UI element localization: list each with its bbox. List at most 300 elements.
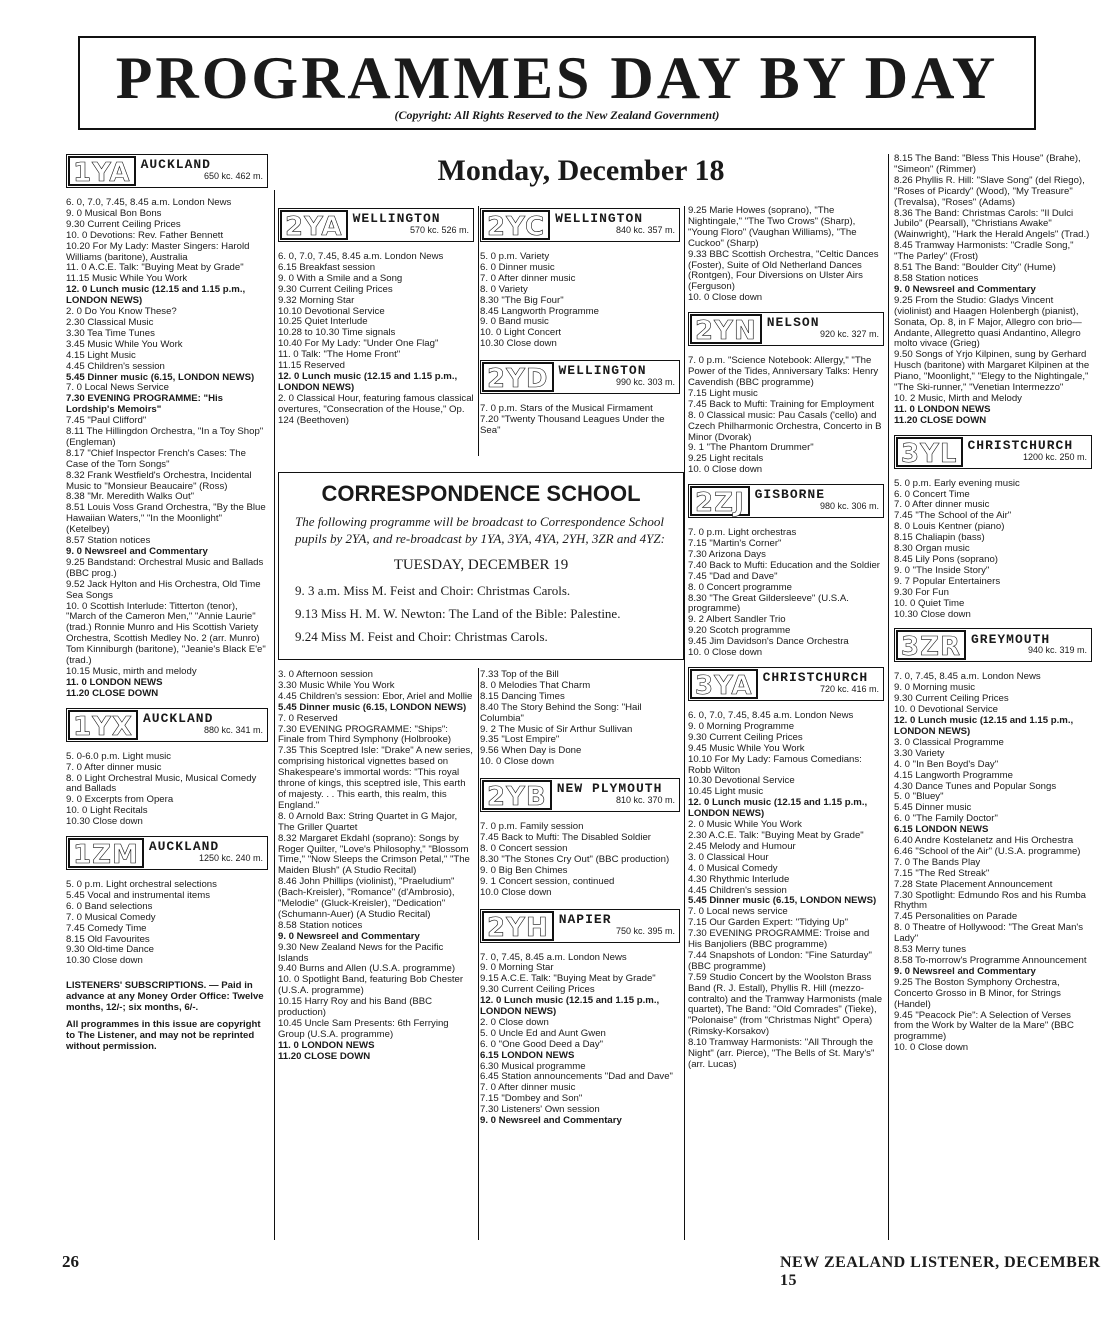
station-freq: 810 kc. 370 m. (615, 795, 675, 806)
programme-entry: 9.30 Current Ceiling Prices (894, 693, 1009, 705)
schedule-2ya (278, 252, 474, 427)
programme-entry: 12. 0 Lunch music (12.15 and 1.15 p.m., LONDON NEWS) (688, 797, 868, 820)
call-sign: 3YL (896, 437, 963, 467)
programme-entry: 7.15 Our Garden Expert: "Tidying Up" (688, 917, 849, 929)
programme-entry: 7.30 EVENING PROGRAMME: "His Lordship's Memoirs" (66, 393, 224, 416)
station-badge-2ya (278, 208, 474, 242)
programme-entry: 9. 0 Newsreel and Commentary (66, 546, 208, 557)
programme-entry: 6.30 Musical programme (480, 1060, 586, 1072)
programme-entry: 8.58 To-morrow's Programme Announcement (894, 955, 1087, 966)
programme-entry: 2. 0 Music While You Work (688, 819, 802, 831)
programme-entry: 10. 0 Close down (688, 464, 763, 476)
programme-entry: 9.32 Morning Star (278, 294, 355, 306)
station-city: AUCKLAND (140, 157, 211, 173)
programme-entry: 11. 0 Talk: "The Home Front" (278, 349, 401, 361)
station-badge-2yh (480, 909, 680, 943)
programme-entry: 10.10 Devotional Service (278, 305, 385, 317)
column-2 (278, 208, 474, 427)
programme-entry: 5. 0 "Bluey" (894, 791, 944, 803)
station-freq: 990 kc. 303 m. (615, 377, 675, 388)
programme-entry: 8.45 Lily Pons (soprano) (894, 554, 998, 565)
programme-entry: 8. 0 Arnold Bax: String Quartet in G Major, The Griller Quartet (278, 810, 458, 833)
column-5 (894, 154, 1092, 1054)
column-1 (66, 154, 268, 1053)
programme-entry: 7.45 Comedy Time (66, 922, 147, 934)
programme-entry: 10.30 Close down (894, 608, 971, 620)
programme-entry: 11. 0 LONDON NEWS (894, 403, 991, 415)
station-city: WELLINGTON (558, 363, 647, 379)
programme-entry: 9. 0 With a Smile and a Song (278, 272, 403, 284)
programme-entry: 9.30 Current Ceiling Prices (66, 218, 181, 230)
schedule-2ya-continued (278, 670, 474, 1063)
programme-entry: 3.30 Tea Time Tunes (66, 327, 155, 339)
schedule-2yb (480, 822, 680, 898)
programme-entry: 8. 0 Louis Kentner (piano) (894, 521, 1005, 533)
programme-entry: 8.30 "The Great Gildersleeve" (U.S.A. programme) (688, 592, 849, 615)
programme-entry: 4.30 Dance Tunes and Popular Songs (894, 780, 1057, 792)
call-sign: 2YB (482, 780, 552, 810)
programme-entry: 5.45 Dinner music (6.15, LONDON NEWS) (66, 371, 255, 383)
page-number: 26 (62, 1252, 79, 1271)
programme-entry: 7. 0 p.m. Stars of the Musical Firmament (480, 403, 653, 415)
programme-entry: 9.56 When Day is Done (480, 745, 582, 757)
day-heading: Monday, December 18 (437, 154, 725, 187)
schedule-2yd (480, 404, 680, 437)
programme-entry: 7. 0 Local News Service (66, 382, 169, 394)
programme-entry: 6. 0 "One Good Deed a Day" (480, 1038, 604, 1050)
programme-entry: 9. 7 Popular Entertainers (894, 575, 1001, 587)
cs-intro: The following programme will be broadcast to Correspondence School pupils by 2YA, and re-broadcast by 1YA, 3YA, 4YA, 2YH, 3ZR and 4YZ: (295, 514, 665, 546)
programme-entry: 9.30 For Fun (894, 586, 949, 598)
call-sign: 2YD (482, 362, 554, 392)
programme-entry: 9.20 Scotch programme (688, 625, 791, 637)
programme-entry: 11.15 Reserved (278, 360, 346, 372)
programme-entry: 8. 0 Theatre of Hollywood: "The Great Man's Lady" (894, 922, 1084, 945)
programme-entry: 10.40 For My Lady: "Under One Flag" (278, 338, 439, 350)
station-badge-1zm (66, 836, 268, 870)
programme-entry: 10.15 Music, mirth and melody (66, 665, 197, 677)
programme-entry: 8.58 Station notices (278, 919, 363, 931)
programme-entry: 9.25 Light recitals (688, 453, 764, 465)
programme-entry: 8.26 Phyllis R. Hill: "Slave Song" (del Riego), "Roses of Picardy" (Wood), "My Treasure" (Trevalsa), "Roses" (Adams) (894, 174, 1085, 208)
programme-entry: 9.25 Marie Howes (soprano), "The Nightingale," "The Two Crows" (Sharp), "Young Floro" (Vaughan Williams), "The Cuckoo" (Sharp) (688, 205, 857, 249)
programme-entry: 9.45 Music While You Work (688, 742, 805, 754)
programme-entry: 10.45 Light music (688, 786, 764, 798)
programme-entry: 6. 0, 7.0, 7.45, 8.45 a.m. London News (278, 251, 444, 262)
programme-entry: 7.30 Arizona Days (688, 548, 766, 560)
programme-entry: 12. 0 Lunch music (12.15 and 1.15 p.m., LONDON NEWS) (278, 370, 458, 393)
programme-entry: 7.30 Spotlight: Edmundo Ros and his Rumba Rhythm (894, 889, 1086, 912)
programme-entry: 9.45 "Peacock Pie": A Selection of Verses from the Work by Walter de la Mare" (BBC programme) (894, 1009, 1074, 1043)
programme-entry: 4.45 Children's session (688, 884, 787, 896)
programme-entry: 11.20 CLOSE DOWN (278, 1050, 371, 1062)
programme-entry: 8.17 "Chief Inspector French's Cases: The Case of the Torn Songs" (66, 447, 246, 470)
programme-entry: 8. 0 Variety (480, 283, 528, 295)
call-sign: 2YC (482, 210, 550, 240)
station-freq: 650 kc. 462 m. (203, 171, 263, 181)
programme-entry: 7.45 Personalities on Parade (894, 911, 1018, 923)
station-city: CHRISTCHURCH (967, 437, 1074, 453)
station-city: AUCKLAND (148, 839, 220, 855)
programme-entry: 8.45 Tramway Harmonists: "Cradle Song," "The Parley" (Frost) (894, 240, 1074, 263)
programme-entry: 5.45 Dinner music (894, 802, 972, 814)
programme-entry: 9. 0 Morning music (894, 682, 976, 694)
programme-entry: 9.40 Burns and Allen (U.S.A. programme) (278, 963, 456, 975)
cs-item: 9.13 Miss H. M. W. Newton: The Land of the Bible: Palestine. (295, 606, 621, 621)
programme-entry: 11. 0 LONDON NEWS (66, 676, 163, 688)
call-sign: 1ZM (68, 838, 144, 868)
schedule-3ya-continued (894, 154, 1092, 427)
programme-entry: 9. 1 "The Phantom Drummer" (688, 442, 814, 454)
programme-entry: 9.52 Jack Hylton and His Orchestra, Old Time Sea Songs (66, 578, 261, 601)
programme-entry: 10.25 Quiet Interlude (278, 316, 368, 328)
programme-entry: 4.15 Light Music (66, 349, 136, 361)
station-badge-3yl (894, 435, 1092, 469)
programme-entry: 9.30 Current Ceiling Prices (278, 283, 393, 295)
programme-entry: 3. 0 Afternoon session (278, 669, 373, 680)
station-freq: 750 kc. 395 m. (615, 925, 675, 936)
programme-entry: 5. 0 p.m. Variety (480, 251, 550, 262)
programme-entry: 11.15 Music While You Work (66, 273, 188, 285)
programme-entry: 8.36 The Band: Christmas Carols: "Il Dulci Jubilo" (Pearsall), "Christians Awake" (Wainwright), "Hark the Herald Angels" (Trad.) (894, 207, 1090, 241)
programme-entry: 6.46 "School of the Air" (U.S.A. programme) (894, 845, 1081, 857)
programme-entry: 9.45 Jim Davidson's Dance Orchestra (688, 636, 849, 648)
programme-entry: 7.45 Back to Mufti: The Disabled Soldier (480, 832, 652, 844)
station-city: GREYMOUTH (970, 631, 1051, 647)
schedule-1ya (66, 198, 268, 700)
programme-entry: 9. 0 Musical Bon Bons (66, 207, 162, 219)
programme-entry: 7. 0 Reserved (278, 712, 338, 724)
programme-entry: 10. 0 Light Concert (480, 327, 562, 339)
schedule-1yx (66, 752, 268, 828)
programme-entry: 8.58 Station notices (894, 272, 979, 284)
cs-item: 9.24 Miss M. Feist and Choir: Christmas Carols. (295, 629, 548, 644)
programme-entry: 10.28 to 10.30 Time signals (278, 327, 396, 339)
station-city: NEW PLYMOUTH (556, 781, 663, 797)
programme-entry: 7.30 Listeners' Own session (480, 1104, 600, 1116)
programme-entry: 7. 0 p.m. Light orchestras (688, 527, 797, 539)
station-badge-1yx (66, 708, 268, 742)
programme-entry: 9. 2 Albert Sandler Trio (688, 614, 786, 626)
programme-entry: 7.15 Light music (688, 387, 758, 399)
programme-entry: 10. 0 Light Recitals (66, 805, 148, 817)
programme-entry: 7.15 "Dombey and Son" (480, 1093, 583, 1105)
station-city: AUCKLAND (142, 710, 214, 726)
station-city: NELSON (766, 315, 820, 331)
programme-entry: 2. 0 Close down (480, 1016, 549, 1028)
programme-entry: 5. 0 p.m. Early evening music (894, 477, 1020, 489)
copyright-note: All programmes in this issue are copyright to The Listener, and may not be reprinted without permission. (66, 1019, 261, 1052)
schedule-2yd-continued (480, 670, 680, 768)
programme-entry: 6. 0 Band selections (66, 900, 153, 912)
programme-entry: 9. 0 Morning Star (480, 962, 554, 974)
call-sign: 1YA (68, 156, 136, 186)
programme-entry: 4.15 Langworth Programme (894, 769, 1013, 781)
programme-entry: 12. 0 Lunch music (12.15 and 1.15 p.m., LONDON NEWS) (894, 715, 1074, 737)
programme-entry: 10. 0 Quiet Time (894, 597, 965, 609)
station-freq: 840 kc. 357 m. (615, 225, 675, 235)
programme-entry: 7.20 "Twenty Thousand Leagues Under the Sea" (480, 414, 665, 436)
programme-entry: 5. 0 p.m. Light orchestral selections (66, 879, 217, 891)
programme-entry: 7. 0 After dinner music (66, 761, 162, 773)
programme-entry: 11.20 CLOSE DOWN (894, 414, 987, 426)
programme-entry: 10. 2 Music, Mirth and Melody (894, 392, 1022, 404)
programme-entry: 9.25 The Boston Symphony Orchestra, Concerto Grosso in B Minor, for Strings (Handel) (894, 976, 1061, 1010)
station-badge-2yc (480, 208, 680, 242)
programme-entry: 10.0 Close down (480, 886, 552, 898)
call-sign: 3YA (690, 669, 758, 699)
programme-entry: 9. 0 Newsreel and Commentary (480, 1115, 622, 1127)
programme-entry: 7.44 Snapshots of London: "Fine Saturday" (BBC programme) (688, 949, 872, 972)
programme-entry: 8.11 The Hillingdon Orchestra, "In a Toy Shop" (Engleman) (66, 426, 264, 448)
programme-entry: 9. 1 Concert session, continued (480, 875, 615, 887)
programme-entry: 9.15 A.C.E. Talk: "Buying Meat by Grade" (480, 973, 656, 985)
programme-entry: 9. 0 Excerpts from Opera (66, 794, 174, 806)
station-badge-3ya (688, 667, 884, 701)
column-3 (480, 208, 680, 437)
station-city: WELLINGTON (555, 211, 644, 227)
programme-entry: 9.30 Current Ceiling Prices (688, 731, 803, 743)
programme-entry: 7.45 Back to Mufti: Training for Employment (688, 398, 875, 410)
programme-entry: 9.30 Old-time Dance (66, 944, 154, 956)
programme-entry: 8.40 The Story Behind the Song: "Hail Columbia" (480, 701, 642, 724)
programme-entry: 9.25 Bandstand: Orchestral Music and Ballads (BBC prog.) (66, 556, 264, 579)
programme-entry: 7.35 This Sceptred Isle: "Drake" A new series, comprising historical vignettes based on Shakespeare's immortal words: "This royal throne of kings, this sceptred isle, This earth of majesty. . . This earth, this realm, this England." (278, 745, 473, 811)
programme-entry: 6.40 Andre Kostelanetz and His Orchestra (894, 835, 1074, 847)
programme-entry: 10.30 Close down (66, 955, 143, 967)
programme-entry: 8.45 Langworth Programme (480, 305, 599, 317)
programme-entry: 7. 0 The Bands Play (894, 856, 981, 868)
station-badge-3zr (894, 628, 1092, 662)
schedule-3yl (894, 479, 1092, 621)
programme-entry: 8.51 The Band: "Boulder City" (Hume) (894, 262, 1056, 274)
programme-entry: 8. 0 Classical music: Pau Casals ('cello) and Czech Philharmonic Orchestra, Concerto in B Minor (Dvorak) (688, 409, 882, 443)
programme-entry: 6. 0 Dinner music (480, 261, 555, 273)
schedule-1zm (66, 880, 268, 967)
programme-entry: 7. 0, 7.45, 8.45 a.m. London News (480, 951, 627, 963)
programme-entry: 10.30 Close down (480, 338, 557, 350)
programme-entry: 6. 0 Concert Time (894, 488, 970, 500)
programme-entry: 8.15 Dancing Times (480, 690, 565, 702)
call-sign: 2YN (690, 314, 762, 344)
correspondence-school-box (278, 472, 684, 660)
programme-entry: 8.32 Margaret Ekdahl (soprano): Songs by Roger Quilter, "Love's Philosophy," "Blossom Time," "Now Sleeps the Crimson Petal," "The Maiden Blush" (A Studio Recital) (278, 832, 470, 877)
programme-entry: 12. 0 Lunch music (12.15 and 1.15 p.m., LONDON NEWS) (66, 284, 246, 307)
programme-entry: 9. 0 Newsreel and Commentary (278, 930, 420, 942)
programme-entry: 5.45 Dinner music (6.15, LONDON NEWS) (278, 701, 467, 713)
station-badge-2yn (688, 312, 884, 346)
cs-item: 9. 3 a.m. Miss M. Feist and Choir: Christmas Carols. (295, 583, 571, 598)
programme-entry: 8. 0 Light Orchestral Music, Musical Comedy and Ballads (66, 772, 257, 795)
programme-entry: 7.59 Studio Concert by the Woolston Brass Band (R. J. Estall), Phyllis R. Hill (mezzo-contralto) and the Tramway Harmonists (male quartet), The Band: "Old Comrades" (Tieke), "Polonaise" (from "Christmas Night" Opera) (Rimsky-Korsakov) (688, 971, 883, 1038)
publication-footer: NEW ZEALAND LISTENER, DECEMBER 15 (780, 1254, 1101, 1289)
programme-entry: 7.15 "The Red Streak" (894, 867, 990, 879)
call-sign: 1YX (68, 710, 138, 740)
programme-entry: 7.40 Back to Mufti: Education and the Soldier (688, 559, 880, 571)
programme-entry: 2. 0 Classical Hour, featuring famous classical overtures, "Consecration of the House," Op. 124 (Beethoven) (278, 392, 474, 426)
programme-entry: 10. 0 Close down (480, 756, 555, 768)
programme-entry: 7.45 "Dad and Dave" (688, 570, 778, 582)
programme-entry: 8.15 Old Favourites (66, 933, 150, 945)
programme-entry: 8. 0 Concert programme (688, 581, 792, 593)
programme-entry: 9. 0 "The Inside Story" (894, 564, 990, 576)
programme-entry: 8.38 "Mr. Meredith Walks Out" (66, 491, 195, 503)
column-2-lower (278, 670, 474, 1063)
programme-entry: 9. 2 The Music of Sir Arthur Sullivan (480, 723, 633, 735)
programme-entry: 11. 0 LONDON NEWS (278, 1039, 375, 1051)
programme-entry: 8.15 Chaliapin (bass) (894, 532, 985, 544)
programme-entry: 8.15 The Band: "Bless This House" (Brahe), "Simeon" (Rimmer) (894, 153, 1081, 175)
programme-entry: 4.30 Rhythmic Interlude (688, 873, 790, 885)
station-freq: 940 kc. 319 m. (1027, 645, 1087, 656)
programme-entry: 7.15 "Martin's Corner" (688, 538, 782, 550)
schedule-2yh-continued (688, 206, 884, 304)
programme-entry: 3.30 Music While You Work (278, 679, 395, 691)
programme-entry: 10.45 Uncle Sam Presents: 6th Ferrying Group (U.S.A. programme) (278, 1018, 449, 1040)
programme-entry: 2. 0 Do You Know These? (66, 306, 177, 318)
programme-entry: 7.33 Top of the Bill (480, 669, 559, 680)
programme-entry: 10. 0 Scottish Interlude: Titterton (tenor), "March of the Cameron Men," "Annie Laurie" (trad.) Ronnie Munro and His Scottish Variety Orchestra, Scottish Medley No. 2 (arr. Munro) Tom Kinniburgh (baritone), "Jeanie's Black E'e" (trad.) (66, 600, 266, 667)
call-sign: 2YH (482, 911, 554, 941)
programme-entry: 4.45 Children's session (66, 360, 165, 372)
masthead (78, 36, 1036, 130)
programme-entry: 6. 0 "The Family Doctor" (894, 813, 998, 825)
schedule-3ya (688, 711, 884, 1071)
programme-entry: 8. 0 Concert session (480, 842, 568, 854)
station-freq: 1200 kc. 250 m. (1022, 451, 1087, 462)
programme-entry: 9.25 From the Studio: Gladys Vincent (violinist) and Haagen Holenbergh (pianist), Sonata, Op. 8, in F Major, Allegro con brio—Andante, Allegretto quasi Andantino, Allegro molto vivace (Grieg) (894, 294, 1082, 350)
programme-entry: 7. 0 After dinner music (894, 499, 990, 511)
schedule-2yn (688, 356, 884, 476)
station-freq: 980 kc. 306 m. (819, 501, 879, 512)
programme-entry: 6.15 Breakfast session (278, 261, 376, 273)
programme-entry: 4. 0 Musical Comedy (688, 862, 778, 874)
programme-entry: 10. 0 Devotional Service (894, 704, 998, 716)
schedule-2yc (480, 252, 680, 350)
programme-entry: 4. 0 "In Ben Boyd's Day" (894, 758, 999, 770)
programme-entry: 10.10 For My Lady: Famous Comedians: Robb Wilton (688, 753, 862, 776)
programme-entry: 8.30 "The Stones Cry Out" (BBC production) (480, 853, 670, 865)
programme-entry: 9. 0 Newsreel and Commentary (894, 965, 1036, 977)
programme-entry: 7. 0 Musical Comedy (66, 911, 156, 923)
station-city: WELLINGTON (352, 211, 441, 227)
programme-entry: 9.35 "Lost Empire" (480, 734, 560, 746)
programme-entry: 7.45 "Paul Clifford" (66, 415, 147, 427)
programme-entry: 10.15 Harry Roy and his Band (BBC production) (278, 996, 433, 1019)
programme-entry: 9. 0 Big Ben Chimes (480, 864, 568, 876)
programme-entry: 2.30 A.C.E. Talk: "Buying Meat by Grade" (688, 829, 864, 841)
station-freq: 880 kc. 341 m. (203, 724, 263, 735)
programme-entry: 5.45 Vocal and instrumental items (66, 889, 210, 901)
programme-entry: 8.10 Tramway Harmonists: "All Through the Night" (arr. Pierce), "The Bells of St. Mary's" (arr. Lucas) (688, 1037, 875, 1070)
station-city: CHRISTCHURCH (762, 670, 869, 686)
programme-entry: 11.20 CLOSE DOWN (66, 687, 159, 699)
station-badge-2zj (688, 484, 884, 518)
programme-entry: 10.30 Close down (66, 816, 143, 828)
programme-entry: 9. 0 Newsreel and Commentary (894, 283, 1036, 295)
programme-entry: 3. 0 Classical Hour (688, 851, 769, 863)
programme-entry: 6.45 Station announcements "Dad and Dave" (480, 1071, 673, 1083)
programme-entry: 5. 0 Uncle Ed and Aunt Gwen (480, 1027, 606, 1039)
masthead-title: PROGRAMMES DAY BY DAY (115, 45, 999, 111)
programme-entry: 9.30 Current Ceiling Prices (480, 984, 595, 996)
station-freq: 1250 kc. 240 m. (198, 853, 263, 864)
programme-entry: 10. 0 Close down (688, 292, 763, 304)
programme-entry: 7. 0 After dinner music (480, 1082, 576, 1094)
column-4 (688, 206, 884, 1071)
programme-entry: 8.32 Frank Westfield's Orchestra, Incidental Music to "Monsieur Beaucaire" (Ross) (66, 469, 252, 492)
programme-entry: 9. 0 Band music (480, 316, 549, 328)
column-3-lower (480, 670, 680, 1127)
station-badge-2yb (480, 778, 680, 812)
programme-entry: 6. 0, 7.0, 7.45, 8.45 a.m. London News (688, 710, 854, 721)
station-badge-1ya (66, 154, 268, 188)
call-sign: 2ZJ (690, 486, 750, 516)
subscriptions-note: LISTENERS' SUBSCRIPTIONS. — Paid in advance at any Money Order Office: Twelve months, 12/-; six months, 6/-. (66, 980, 264, 1014)
programme-entry: 10.30 Devotional Service (688, 775, 795, 787)
programme-entry: 12. 0 Lunch music (12.15 and 1.15 p.m., LONDON NEWS) (480, 995, 660, 1018)
programme-entry: 4.45 Children's session: Ebor, Ariel and Mollie (278, 690, 473, 702)
schedule-2yh (480, 953, 680, 1128)
station-freq: 920 kc. 327 m. (819, 329, 879, 340)
programme-entry: 7. 0, 7.45, 8.45 a.m. London News (894, 671, 1041, 683)
programme-entry: 9.30 New Zealand News for the Pacific Islands (278, 941, 444, 964)
schedule-3zr (894, 672, 1092, 1054)
programme-entry: 9. 0 Morning Programme (688, 720, 795, 732)
programme-entry: 7. 0 Local news service (688, 906, 788, 918)
programme-entry: 7.30 EVENING PROGRAMME: Troise and His Banjoliers (BBC programme) (688, 928, 870, 951)
programme-entry: 9.33 BBC Scottish Orchestra, "Celtic Dances (Foster), Suite of Old Netherland Dances (Rontgen), Four Diversions on Ulster Airs (Ferguson) (688, 248, 879, 293)
programme-entry: 5.45 Dinner music (6.15, LONDON NEWS) (688, 895, 877, 907)
programme-entry: 7. 0 After dinner music (480, 272, 576, 284)
call-sign: 2YA (280, 210, 348, 240)
station-city: GISBORNE (754, 487, 826, 503)
programme-entry: 10. 0 Close down (688, 647, 763, 659)
programme-entry: 8.30 "The Big Four" (480, 294, 564, 306)
cs-date: TUESDAY, DECEMBER 19 (393, 557, 569, 573)
programme-entry: 5. 0-6.0 p.m. Light music (66, 750, 172, 762)
programme-entry: 8.30 Organ music (894, 543, 970, 555)
call-sign: 3ZR (896, 630, 966, 660)
programme-entry: 9.50 Songs of Yrjo Kilpinen, sung by Gerhard Husch (baritone) with Margaret Kilpinen at the Piano, "Moonlight," "Elegy to the Nightingale," "The Ski-runner," "Venetian Intermezzo" (894, 349, 1090, 394)
programme-entry: 7. 0 p.m. "Science Notebook: Allergy," "The Power of the Tides, Anniversary Talks: Henry Cavendish (BBC programme) (688, 355, 879, 388)
masthead-copyright: (Copyright: All Rights Reserved to the New Zealand Government) (394, 108, 720, 122)
programme-entry: 6.15 LONDON NEWS (894, 824, 989, 836)
programme-entry: 8.57 Station notices (66, 535, 151, 547)
programme-entry: 7.45 "The School of the Air" (894, 510, 1012, 522)
station-freq: 720 kc. 416 m. (819, 684, 879, 694)
programme-entry: 10. 0 Close down (894, 1042, 969, 1054)
programme-entry: 7.28 State Placement Announcement (894, 878, 1053, 890)
programme-entry: 8.51 Louis Voss Grand Orchestra, "By the Blue Hawaiian Waters," "In the Moonlight" (Ketelbey) (66, 502, 266, 536)
station-badge-2yd (480, 360, 680, 394)
programme-entry: 7. 0 p.m. Family session (480, 821, 584, 833)
programme-entry: 8. 0 Melodies That Charm (480, 679, 591, 691)
programme-entry: 6.15 LONDON NEWS (480, 1049, 575, 1061)
programme-entry: 6. 0, 7.0, 7.45, 8.45 a.m. London News (66, 197, 232, 208)
station-freq: 570 kc. 526 m. (409, 225, 469, 235)
programme-entry: 3. 0 Classical Programme (894, 736, 1004, 748)
station-city: NAPIER (558, 911, 612, 927)
programme-entry: 10. 0 Spotlight Band, featuring Bob Chester (U.S.A. programme) (278, 974, 464, 997)
programme-entry: 2.30 Classical Music (66, 316, 154, 328)
programme-entry: 2.45 Melody and Humour (688, 840, 796, 852)
cs-title: CORRESPONDENCE SCHOOL (321, 481, 641, 506)
programme-entry: 10. 0 Devotions: Rev. Father Bennett (66, 229, 224, 241)
schedule-2zj (688, 528, 884, 659)
programme-entry: 10.20 For My Lady: Master Singers: Harold Williams (baritone), Australia (66, 240, 250, 263)
programme-entry: 8.46 John Phillips (violinist), "Praeludium" (Bach-Kreisler), "Romance" (d'Ambrosio), "Melodie" (Gluck-Kreisler), "Dedication" (Schumann-Auer) (A Studio Recital) (278, 876, 455, 920)
